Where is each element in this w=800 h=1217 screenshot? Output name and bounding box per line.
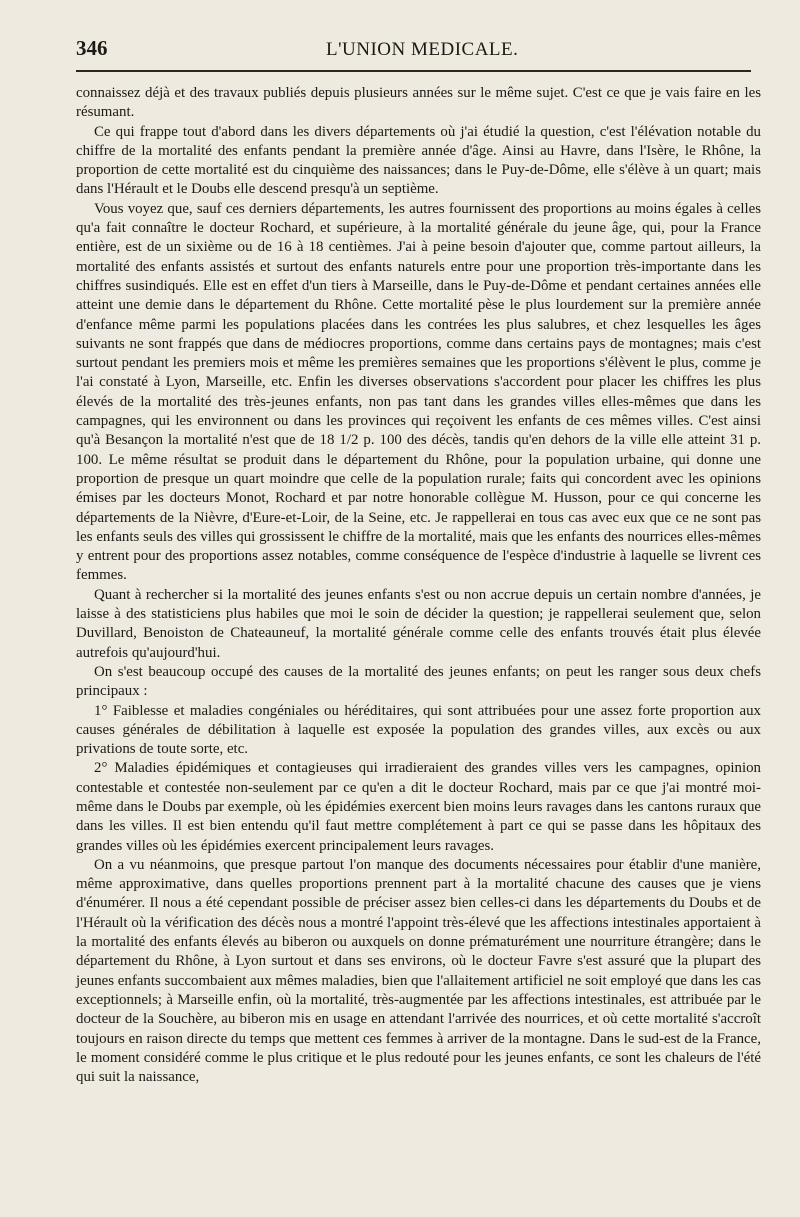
header-rule [76,70,751,72]
page-number: 346 [76,36,108,60]
running-head: L'UNION MEDICALE. [326,39,519,60]
paragraph: On s'est beaucoup occupé des causes de la mortalité des jeunes enfants; on peut les ranger sous deux chefs principaux : [76,663,761,700]
paragraph: Ce qui frappe tout d'abord dans les divers départements où j'ai étudié la question, c'est l'élévation notable du chiffre de la mortalité des enfants pendant la première année d'âge. Ainsi au Havre, dans l'Isère, le Rhône, la proportion de cette mortalité est du cinquième des naissances; dans le Puy-de-Dôme, elle s'élève à un quart; mais dans l'Hérault et le Doubs elle descend presqu'à un septième. [76,123,761,198]
body-text [76,84,761,1087]
paragraph: Vous voyez que, sauf ces derniers départements, les autres fournissent des proportions au moins égales à celles qu'a fait connaître le docteur Rochard, et supérieure, à la mortalité générale du jeune âge, qui, pour la France entière, est de un sixième ou de 16 à 18 centièmes. J'ai à peine besoin d'ajouter que, comme partout ailleurs, la mortalité des enfants assistés et surtout des enfants naturels entre pour une proportion très-importante dans les chiffres susindiqués. Elle est en effet d'un tiers à Marseille, dans le Puy-de-Dôme et pendant certaines années elle atteint une demie dans le département du Rhône. Cette mortalité pèse le plus lourdement sur la première année d'enfance même parmi les populations placées dans les contrées les plus salubres, et chez lesquelles les âges suivants ne sont frappés que dans de médiocres proportions, comme dans certains pays de montagnes; mais c'est surtout pendant les premiers mois et même les premières semaines que les proportions s'élèvent le plus, comme je l'ai constaté à Lyon, Marseille, etc. Enfin les diverses observations s'accordent pour placer les chiffres les plus élevés de la mortalité des très-jeunes enfants, non pas tant dans les grandes villes elles-mêmes que dans les campagnes, qui les environnent ou dans les provinces qui reçoivent les enfants de ces mêmes villes. C'est ainsi qu'à Besançon la mortalité n'est que de 18 1/2 p. 100 des décès, tandis qu'en dehors de la ville elle atteint 31 p. 100. Le même résultat se produit dans le département du Rhône, pour la population urbaine, qui donne une proportion de presque un quart moindre que celle de la population rurale; faits qui concordent avec les opinions émises par les docteurs Monot, Rochard et par notre honorable collègue M. Husson, pour ce qui concerne les départements de la Nièvre, d'Eure-et-Loir, de la Seine, etc. Je rappellerai en tous cas avec eux que ce ne sont pas les enfants seuls des villes qui grossissent le chiffre de la mortalité, mais que les enfants des nourrices elles-mêmes y entrent pour des proportions assez notables, comme conséquence de l'espèce d'industrie à laquelle se livrent ces femmes. [76,200,761,584]
paragraph: Quant à rechercher si la mortalité des jeunes enfants s'est ou non accrue depuis un certain nombre d'années, je laisse à des statisticiens plus habiles que moi le soin de décider la question; je rappellerai seulement que, selon Duvillard, Benoiston de Chateauneuf, la mortalité générale comme celle des enfants trouvés était plus élevée autrefois qu'aujourd'hui. [76,586,761,661]
paragraph-continuation: connaissez déjà et des travaux publiés depuis plusieurs années sur le même sujet. C'est ce que je vais faire en les résumant. [76,85,761,121]
page-header [76,36,758,68]
paragraph: On a vu néanmoins, que presque partout l'on manque des documents nécessaires pour établir d'une manière, même approximative, dans quelles proportions prennent part à la mortalité chacune des causes que je viens d'énumérer. Il nous a été cependant possible de préciser assez bien celles-ci dans les départements du Doubs et de l'Hérault où la vérification des décès nous a montré l'appoint très-élevé que les affections intestinales apportaient à la mortalité des enfants élevés au biberon ou auxquels on donne prématurément une nourriture étrangère; dans le département du Rhône, à Lyon surtout et dans ses environs, où le docteur Favre s'est assuré que la plupart des jeunes enfants succombaient aux mêmes maladies, bien que l'allaitement artificiel ne soit employé que dans les cas exceptionnels; à Marseille enfin, où la mortalité, très-augmentée par les affections intestinales, est attribuée par le docteur de la Souchère, au biberon mis en usage en attendant l'arrivée des nourrices, et où cette mortalité s'accroît toujours en raison directe du temps que mettent ces femmes à arriver de la montagne. Dans le sud-est de la France, le moment considéré comme le plus critique et le plus redouté pour les jeunes enfants, ce sont les chaleurs de l'été qui suit la naissance, [76,856,761,1086]
list-item-cause-2: 2° Maladies épidémiques et contagieuses qui irradieraient des grandes villes vers les campagnes, opinion contestable et contestée non-seulement par ce qu'en a dit le docteur Rochard, mais par ce que j'ai montré moi-même dans le Doubs par exemple, où les épidémies exercent bien moins leurs ravages dans les cantons ruraux que dans les villes. Il est bien entendu qu'il faut mettre complétement à part ce qui se passe dans les hôpitaux des grandes villes où les épidémies exercent principalement leurs ravages. [76,760,761,854]
list-item-cause-1: 1° Faiblesse et maladies congéniales ou héréditaires, qui sont attribuées pour une assez forte proportion aux causes générales de débilitation à laquelle est exposée la population des grandes villes, aux excès ou aux privations de toute sorte, etc. [76,702,761,758]
